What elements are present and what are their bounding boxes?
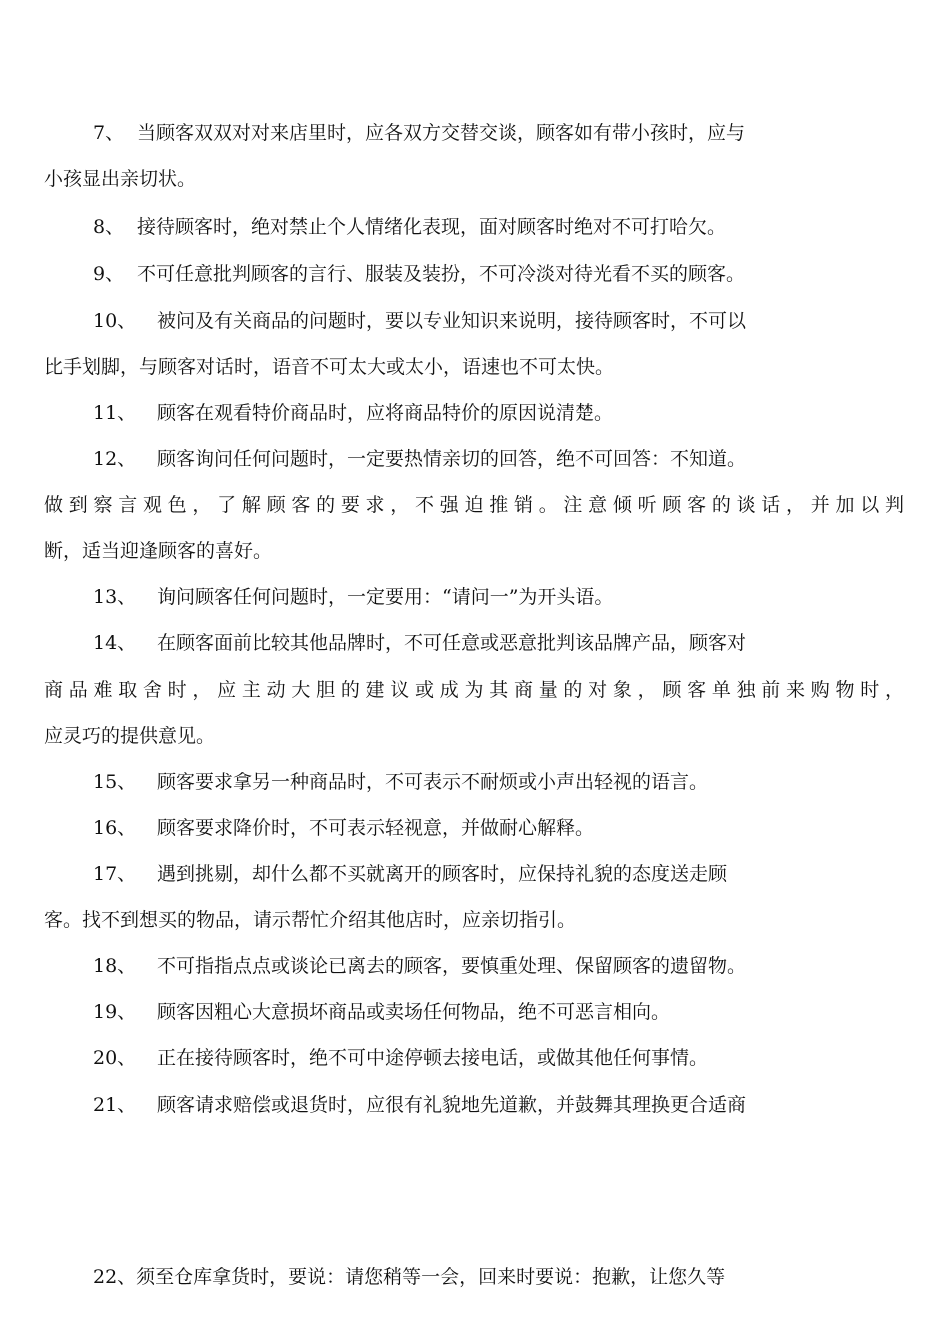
paragraph-text: 22、须至仓库拿货时，要说：请您稍等一会，回来时要说：抱歉，让您久等 bbox=[93, 1266, 726, 1288]
paragraph-14-line-1 bbox=[93, 630, 746, 656]
paragraph-21 bbox=[93, 1092, 746, 1118]
item-number: 7、 bbox=[93, 122, 125, 144]
paragraph-13 bbox=[93, 584, 613, 610]
item-number: 12、 bbox=[93, 448, 137, 470]
paragraph-7-line-2 bbox=[44, 166, 196, 192]
paragraph-9 bbox=[93, 261, 745, 287]
paragraph-text: 客。找不到想买的物品，请示帮忙介绍其他店时，应亲切指引。 bbox=[44, 909, 577, 931]
paragraph-text: 接待顾客时，绝对禁止个人情绪化表现，面对顾客时绝对不可打哈欠。 bbox=[137, 216, 727, 238]
paragraph-17-line-1 bbox=[93, 861, 727, 887]
paragraph-12-line-2 bbox=[44, 492, 904, 518]
paragraph-text: 断，适当迎逢顾客的喜好。 bbox=[44, 540, 273, 562]
paragraph-text: 应灵巧的提供意见。 bbox=[44, 725, 216, 747]
item-number: 16、 bbox=[93, 817, 137, 839]
item-number: 17、 bbox=[93, 863, 137, 885]
paragraph-text: 顾客要求降价时，不可表示轻视意，并做耐心解释。 bbox=[157, 817, 595, 839]
paragraph-11 bbox=[93, 400, 613, 426]
paragraph-22 bbox=[93, 1264, 725, 1290]
paragraph-19 bbox=[93, 999, 670, 1025]
paragraph-text: 做到察言观色，了解顾客的要求，不强迫推销。注意倾听顾客的谈话，并加以判 bbox=[44, 494, 904, 516]
item-number: 13、 bbox=[93, 586, 137, 608]
paragraph-15 bbox=[93, 769, 708, 795]
item-number: 18、 bbox=[93, 955, 137, 977]
item-number: 19、 bbox=[93, 1001, 137, 1023]
paragraph-text: 小孩显出亲切状。 bbox=[44, 168, 197, 190]
paragraph-text: 遇到挑剔，却什么都不买就离开的顾客时，应保持礼貌的态度送走顾 bbox=[157, 863, 728, 885]
item-number: 8、 bbox=[93, 216, 125, 238]
paragraph-17-line-2 bbox=[44, 907, 576, 933]
paragraph-text: 询问顾客任何问题时，一定要用：“请问一”为开头语。 bbox=[157, 586, 614, 608]
paragraph-12-line-1 bbox=[93, 446, 746, 472]
paragraph-text: 顾客请求赔偿或退货时，应很有礼貌地先道歉，并鼓舞其理换更合适商 bbox=[157, 1094, 747, 1116]
paragraph-text: 顾客要求拿另一种商品时，不可表示不耐烦或小声出轻视的语言。 bbox=[157, 771, 709, 793]
paragraph-text: 被问及有关商品的问题时，要以专业知识来说明，接待顾客时，不可以 bbox=[157, 310, 747, 332]
paragraph-10-line-2 bbox=[44, 354, 614, 380]
paragraph-16 bbox=[93, 815, 594, 841]
paragraph-text: 顾客在观看特价商品时，应将商品特价的原因说清楚。 bbox=[157, 402, 614, 424]
paragraph-text: 顾客因粗心大意损坏商品或卖场任何物品，绝不可恶言相向。 bbox=[157, 1001, 671, 1023]
paragraph-text: 顾客询问任何问题时，一定要热情亲切的回答，绝不可回答：不知道。 bbox=[157, 448, 747, 470]
paragraph-text: 商品难取舍时，应主动大胆的建议或成为其商量的对象，顾客单独前来购物时， bbox=[44, 679, 904, 701]
paragraph-14-line-2 bbox=[44, 677, 904, 703]
paragraph-10-line-1 bbox=[93, 308, 746, 334]
paragraph-8 bbox=[93, 214, 726, 240]
item-number: 21、 bbox=[93, 1094, 137, 1116]
paragraph-text: 不可指指点点或谈论已离去的顾客，要慎重处理、保留顾客的遗留物。 bbox=[157, 955, 747, 977]
paragraph-text: 在顾客面前比较其他品牌时，不可任意或恶意批判该品牌产品，顾客对 bbox=[157, 632, 747, 654]
paragraph-7-line-1 bbox=[93, 120, 745, 146]
item-number: 20、 bbox=[93, 1047, 137, 1069]
item-number: 9、 bbox=[93, 263, 125, 285]
item-number: 14、 bbox=[93, 632, 137, 654]
paragraph-14-line-3 bbox=[44, 723, 215, 749]
item-number: 11、 bbox=[93, 402, 137, 424]
paragraph-20 bbox=[93, 1045, 708, 1071]
paragraph-text: 比手划脚，与顾客对话时，语音不可太大或太小，语速也不可太快。 bbox=[44, 356, 615, 378]
item-number: 15、 bbox=[93, 771, 137, 793]
paragraph-text: 正在接待顾客时，绝不可中途停顿去接电话，或做其他任何事情。 bbox=[157, 1047, 709, 1069]
paragraph-text: 当顾客双双对对来店里时，应各双方交替交谈，顾客如有带小孩时，应与 bbox=[137, 122, 746, 144]
item-number: 10、 bbox=[93, 310, 137, 332]
paragraph-18 bbox=[93, 953, 746, 979]
paragraph-12-line-3 bbox=[44, 538, 272, 564]
paragraph-text: 不可任意批判顾客的言行、服装及装扮，不可冷淡对待光看不买的顾客。 bbox=[137, 263, 746, 285]
